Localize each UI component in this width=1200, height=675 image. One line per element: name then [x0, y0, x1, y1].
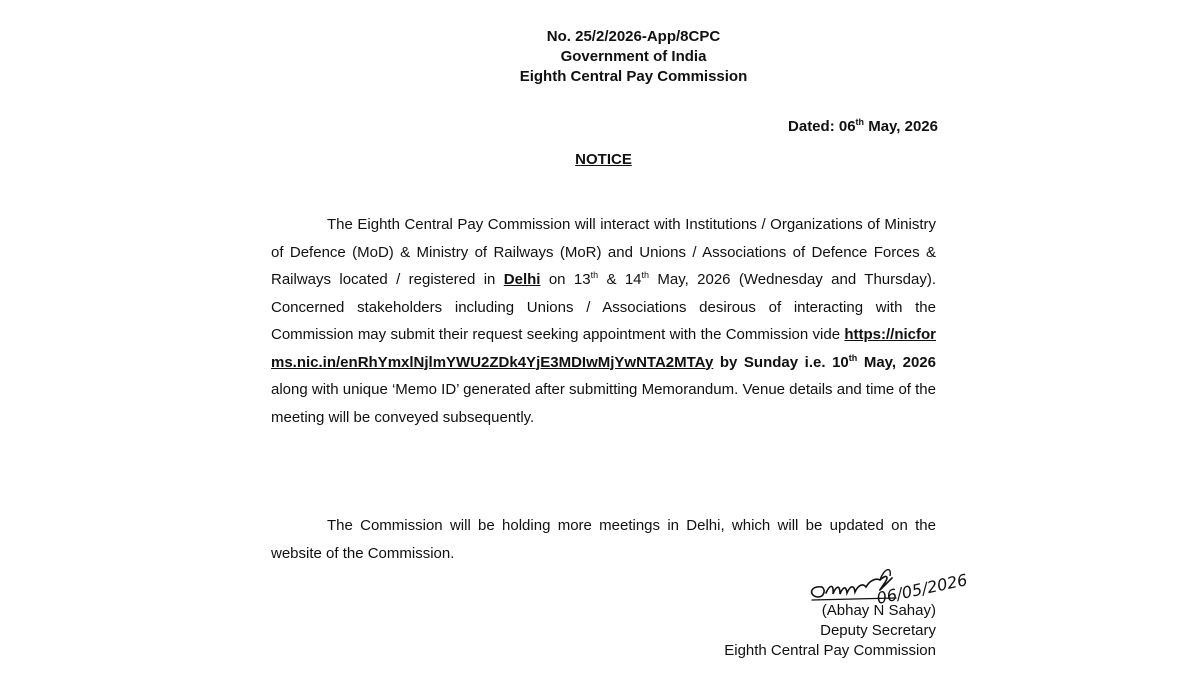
- deadline: by Sunday i.e. 10th May, 2026: [713, 352, 936, 371]
- signature-block: [724, 601, 936, 661]
- handwritten-date: 06/05/2026: [874, 570, 970, 608]
- dated-prefix: Dated: 06: [788, 118, 856, 135]
- file-number: No. 25/2/2026-App/8CPC: [546, 28, 721, 45]
- signatory-designation: Deputy Secretary: [820, 622, 936, 639]
- dated-rest: May, 2026: [864, 118, 938, 135]
- dated-ordinal: th: [855, 117, 865, 127]
- notice-title: NOTICE: [575, 151, 632, 168]
- signatory-organization: Eighth Central Pay Commission: [724, 642, 936, 659]
- government-name: Government of India: [560, 48, 707, 65]
- commission-name: Eighth Central Pay Commission: [519, 68, 748, 85]
- notice-paragraph-2: The Commission will be holding more meetings in Delhi, which will be updated on the website of the Commission.: [271, 517, 936, 562]
- letter-header: [0, 27, 1200, 87]
- signatory-name: (Abhay N Sahay): [821, 602, 936, 619]
- nicforms-link[interactable]: https://nicforms.nic.in/enRhYmxlNjlmYWU2ZDk4YjE3MDIwMjYwNTA2MTAy: [271, 326, 936, 371]
- dated-line: [788, 118, 938, 135]
- city-delhi: Delhi: [503, 271, 541, 288]
- notice-paragraph-1: The Eighth Central Pay Commission will interact with Institutions / Organizations of Ministry of Defence (MoD) & Ministry of Railways (MoR) and Unions / Associations of Defence Forces & Railways located / registered in Delhi on 13th & 14th May, 2026 (Wednesday and Thursday). Concerned stakeholders including Unions / Associations desirous of interacting with the Commission may submit their request seeking appointment with the Commission vide https://nicforms.nic.in/enRhYmxlNjlmYWU2ZDk4YjE3MDIwMjYwNTA2MTAy by Sunday i.e. 10th May, 2026 along with unique ‘Memo ID’ generated after submitting Memorandum. Venue details and time of the meeting will be conveyed subsequently.: [271, 216, 936, 426]
